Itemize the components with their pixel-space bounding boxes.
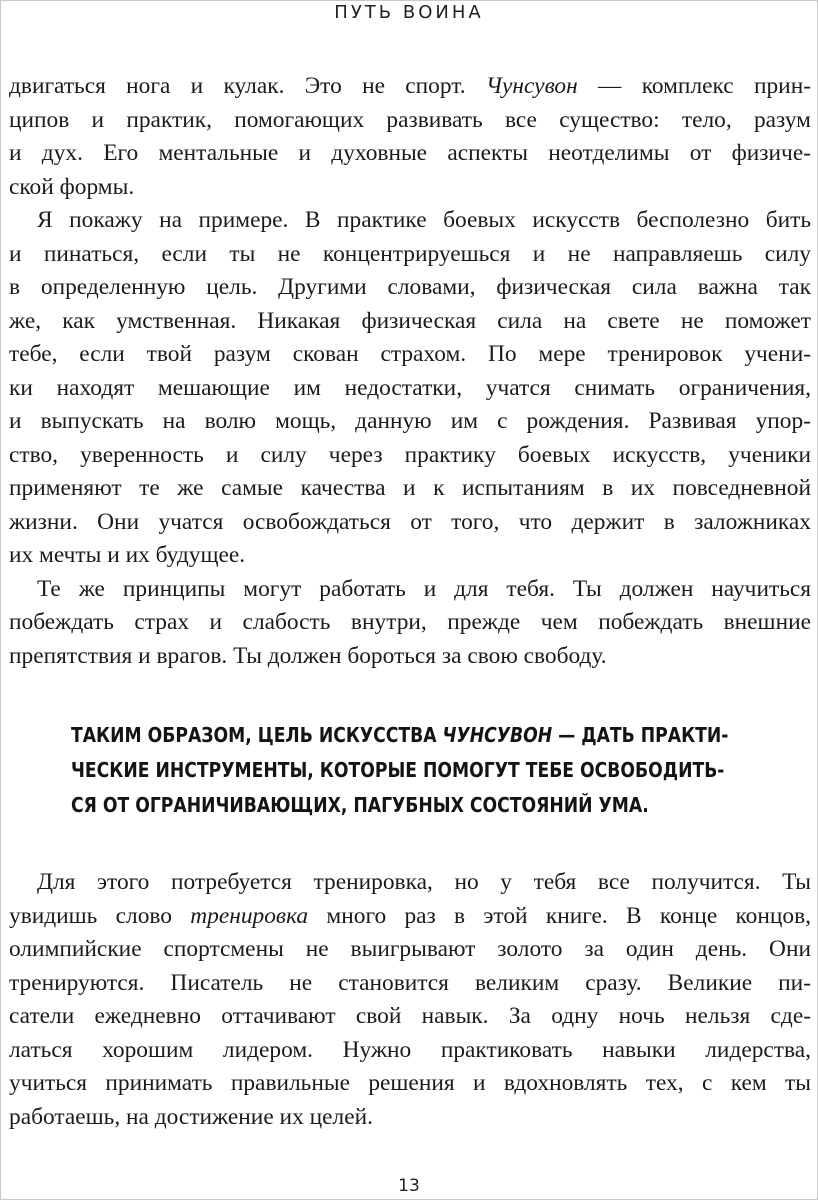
text-line: работаешь, на достижение их целей. [9,1103,373,1130]
text-line: олимпийские спортсмены не выигрывают золото за один день. Они [9,936,811,962]
text-line: препятствия и врагов. Ты должен бороться за свою свободу. [9,642,607,669]
text-line: и пинаться, если ты не концентрируешься и не направляешь силу [9,240,811,267]
text-line: Я покажу на примере. В практике боевых искусств бесполезно бить [37,207,811,233]
text-line: в определенную цель. Другими словами, физическая сила важна так [9,274,811,300]
body-text-block-2 [9,866,811,1134]
text-line: же, как умственная. Никакая физическая сила на свете не поможет [9,307,811,334]
text-line: ки находят мешающие им недостатки, учатся снимать ограничения, [9,374,811,401]
pull-quote [71,718,729,823]
text-line: двигаться нога и кулак. Это не спорт. Чунсувон — комплекс прин- [9,73,811,99]
text-line: побеждать страх и слабость внутри, прежде чем побеждать внешние [9,609,811,635]
body-text-block-1 [9,70,811,673]
text-line: тебе, если твой разум скован страхом. По мере тренировок учени- [9,341,811,367]
text-line: ской формы. [9,173,135,200]
text-line: жизни. Они учатся освобождаться от того, что держит в заложниках [9,508,811,535]
text-line: сатели ежедневно оттачивают свой навык. За одну ночь нельзя сде- [9,1003,811,1029]
text-line: и дух. Его ментальные и духовные аспекты неотделимы от физиче- [9,140,811,166]
text-line: их мечты и их будущее. [9,542,246,568]
text-line: тренируются. Писатель не становится великим сразу. Великие пи- [9,969,811,996]
pull-quote-line: ЧЕСКИЕ ИНСТРУМЕНТЫ, КОТОРЫЕ ПОМОГУТ ТЕБЕ ОСВОБОДИТЬ- [71,758,725,782]
text-line: увидишь слово тренировка много раз в этой книге. В конце концов, [9,902,811,929]
text-line: и выпускать на волю мощь, данную им с рождения. Развивая упор- [9,408,811,434]
text-line: применяют те же самые качества и к испытаниям в их повседневной [9,475,811,501]
running-head: ПУТЬ ВОИНА [334,2,484,23]
text-line: учиться принимать правильные решения и вдохновлять тех, с кем ты [9,1070,811,1096]
page-number: 13 [398,1176,420,1196]
pull-quote-line: ТАКИМ ОБРАЗОМ, ЦЕЛЬ ИСКУССТВА ЧУНСУВОН — ДАТЬ ПРАКТИ- [71,723,729,747]
text-line: ципов и практик, помогающих развивать все существо: тело, разум [9,106,811,133]
text-line: ство, уверенность и силу через практику боевых искусств, ученики [9,441,811,468]
text-line: Те же принципы могут работать и для тебя. Ты должен научиться [37,575,811,602]
pull-quote-line: СЯ ОТ ОГРАНИЧИВАЮЩИХ, ПАГУБНЫХ СОСТОЯНИЙ УМА. [71,793,649,817]
text-line: Для этого потребуется тренировка, но у тебя все получится. Ты [37,869,811,895]
text-line: латься хорошим лидером. Нужно практиковать навыки лидерства, [9,1036,811,1063]
